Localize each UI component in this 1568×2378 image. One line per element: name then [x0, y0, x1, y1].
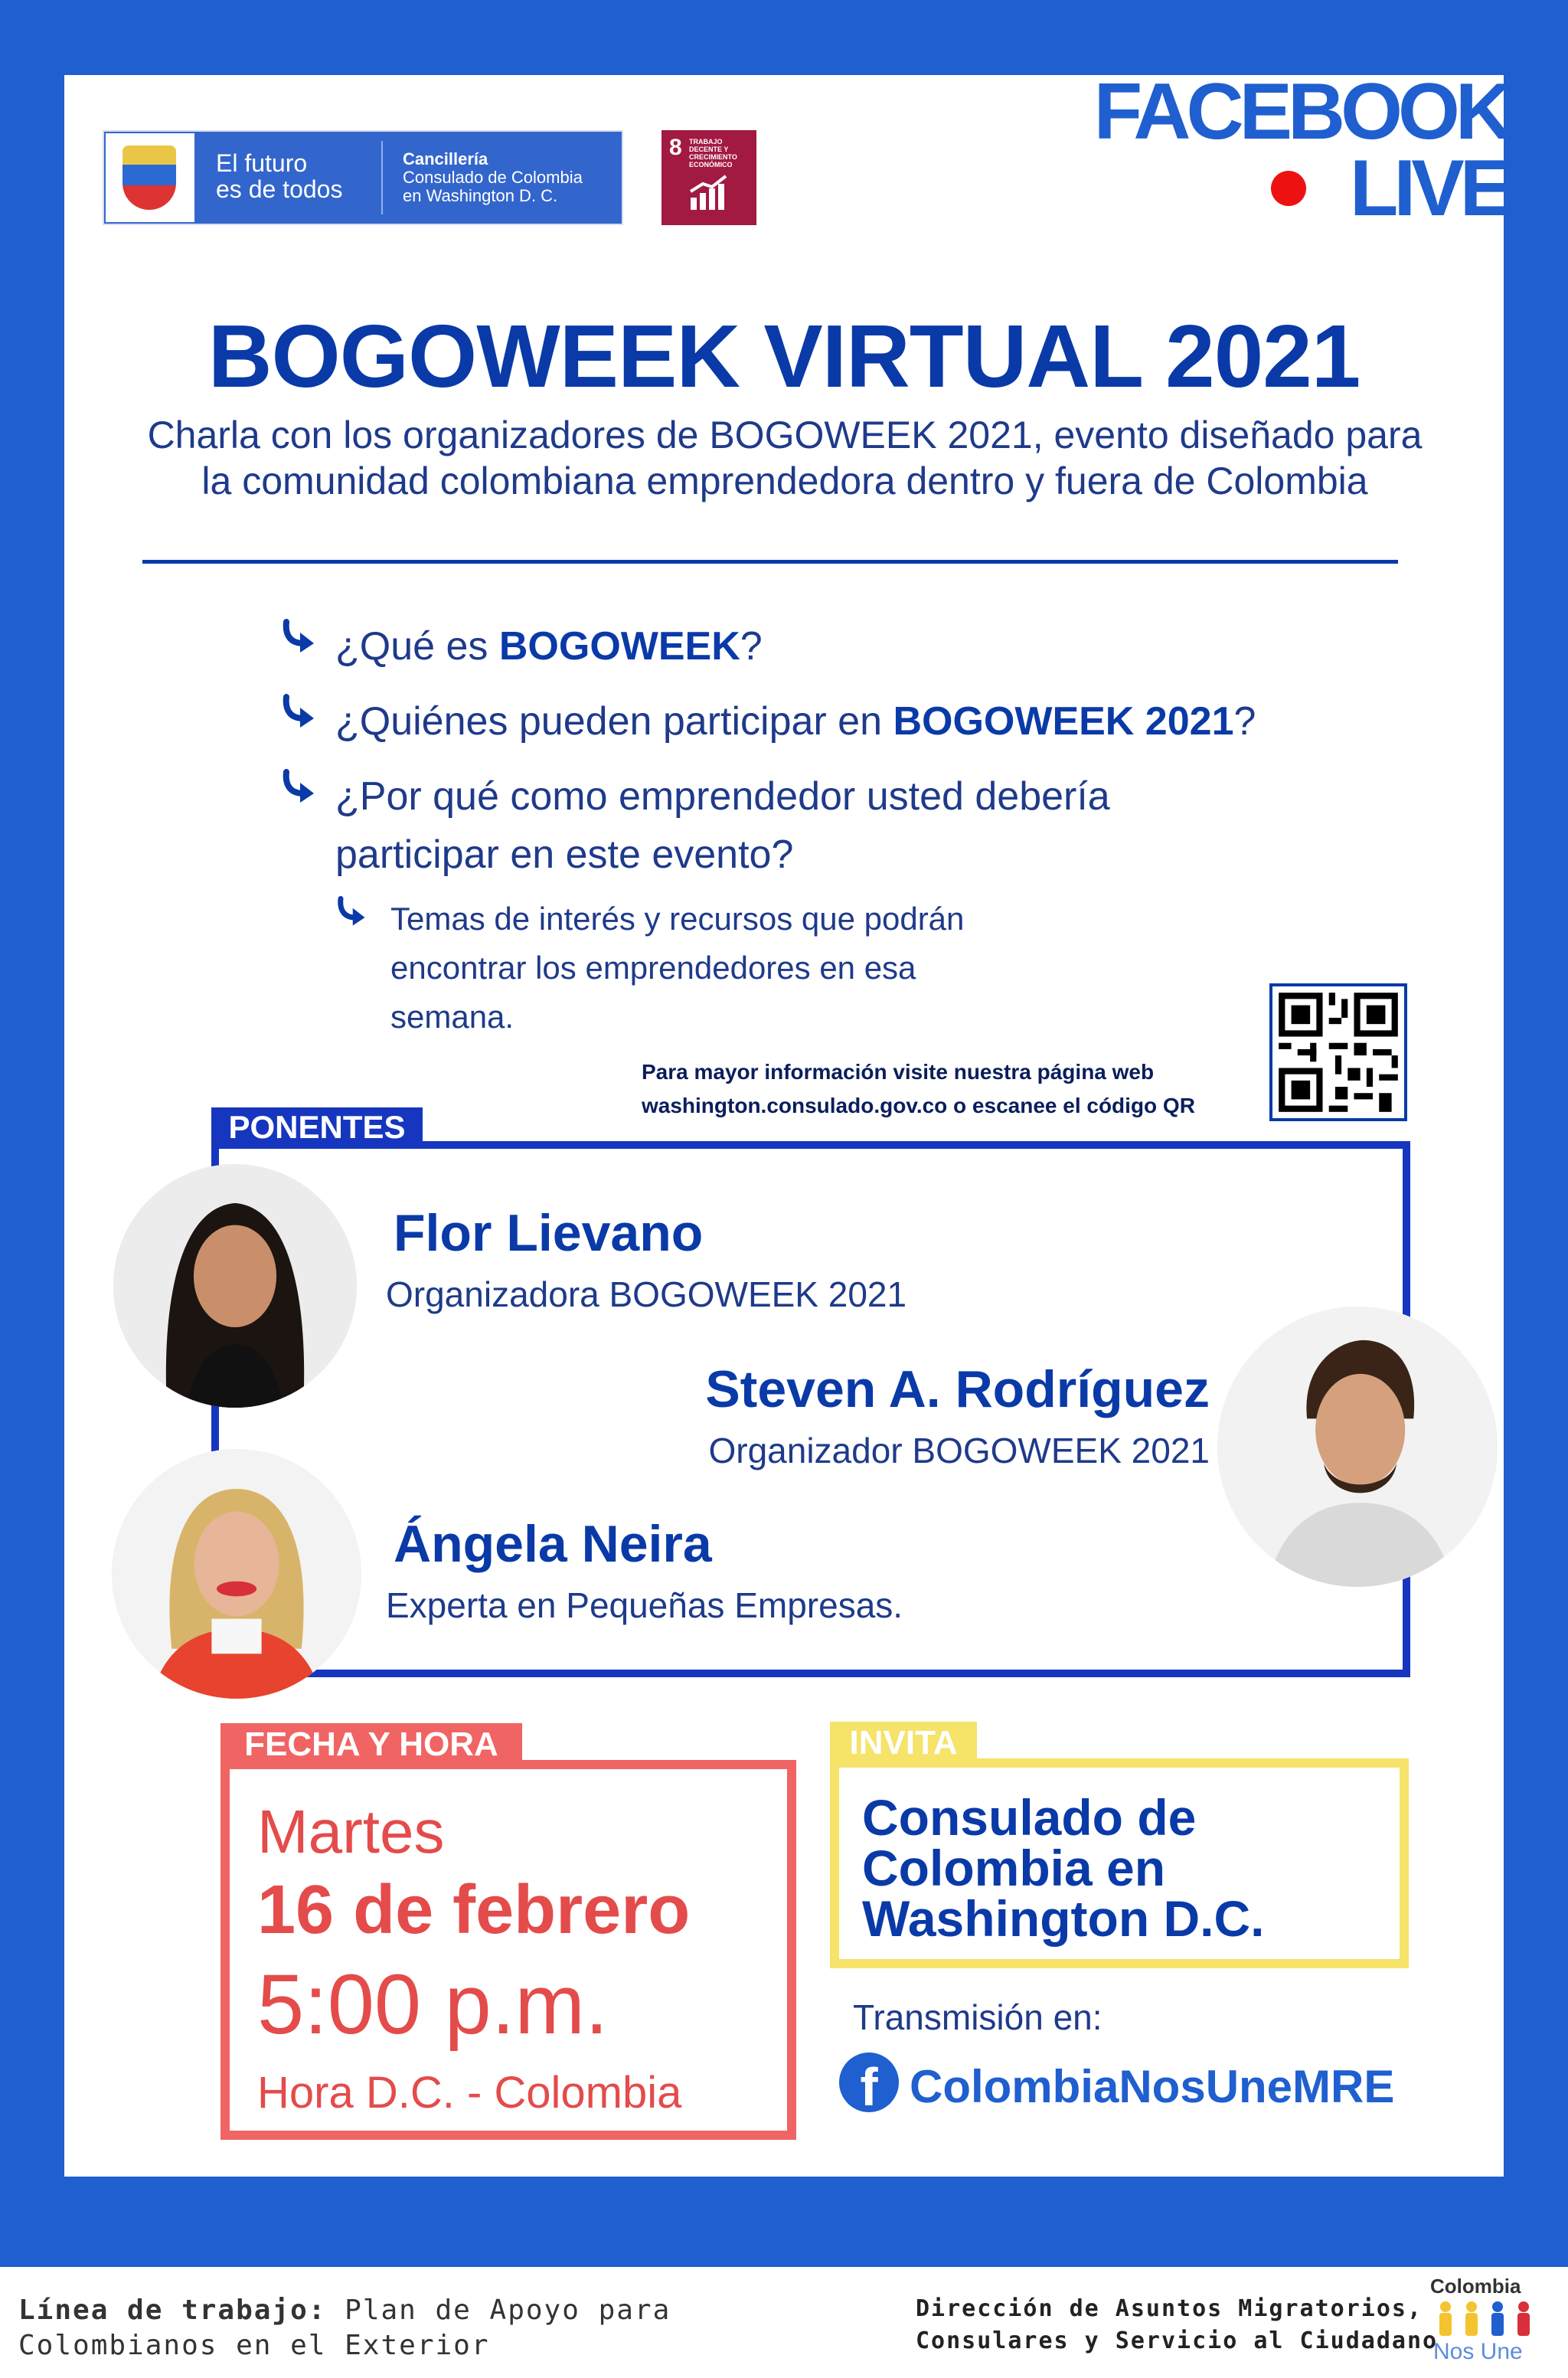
- curved-arrow-icon: [280, 694, 317, 731]
- consulate-logo-line3: en Washington D. C.: [403, 186, 558, 205]
- speaker-name: Ángela Neira: [394, 1515, 712, 1573]
- qr-code-icon: [1272, 986, 1404, 1118]
- speaker-photo-steven: [1217, 1307, 1498, 1587]
- footer-left-line2: Colombianos en el Exterior: [18, 2330, 490, 2361]
- logo-divider: [381, 141, 383, 214]
- avatar: [1217, 1307, 1498, 1587]
- host-line3: Washington D.C.: [862, 1890, 1265, 1947]
- coat-of-arms-icon: [122, 146, 176, 210]
- speaker-role: Organizador BOGOWEEK 2021: [708, 1431, 1210, 1470]
- gov-logo-line1: El futuro: [216, 149, 308, 177]
- gov-logo-text: [216, 150, 342, 202]
- footer-right-line1: Dirección de Asuntos Migratorios,: [916, 2295, 1423, 2322]
- host-line1: Consulado de: [862, 1789, 1197, 1846]
- event-time: 5:00 p.m.: [257, 1958, 609, 2052]
- curved-arrow-icon: [280, 769, 317, 806]
- consulate-logo-line2: Consulado de Colombia: [403, 168, 583, 187]
- avatar: [112, 1449, 361, 1699]
- ponentes-label: PONENTES: [211, 1107, 423, 1147]
- curved-arrow-icon: [335, 896, 368, 928]
- sub-point-line1: Temas de interés y recursos que podrán: [390, 901, 965, 937]
- live-label: LIVE: [1349, 144, 1508, 233]
- page-subtitle: Charla con los organizadores de BOGOWEEK 2021, evento diseñado para la comunidad colombiana emprendedora dentro y fuera de Colombia: [147, 414, 1423, 502]
- footer-right-text: [916, 2293, 1438, 2357]
- sdg-number: 8: [669, 135, 682, 160]
- sub-point: [390, 895, 964, 1042]
- transmission-label: Transmisión en:: [853, 1997, 1102, 2037]
- avatar: [113, 1164, 357, 1408]
- host-line2: Colombia en: [862, 1840, 1166, 1896]
- qr-code[interactable]: [1269, 983, 1407, 1121]
- question-1: ¿Qué es BOGOWEEK?: [335, 624, 763, 669]
- question-3: [335, 767, 1110, 884]
- speaker-photo-flor: [113, 1164, 357, 1408]
- nos-une-logo-top: Colombia: [1430, 2275, 1521, 2298]
- title-divider: [142, 560, 1398, 564]
- sdg-8-badge: [662, 130, 756, 225]
- event-timezone: Hora D.C. - Colombia: [257, 2068, 682, 2118]
- footer-left-rest: Plan de Apoyo para: [326, 2295, 671, 2326]
- more-info-line1: Para mayor información visite nuestra página web: [642, 1060, 1155, 1084]
- speaker-name: Steven A. Rodríguez: [705, 1360, 1210, 1418]
- sub-point-line3: semana.: [390, 999, 514, 1035]
- page-title: BOGOWEEK VIRTUAL 2021: [207, 306, 1361, 406]
- gov-logo-line2: es de todos: [216, 175, 343, 203]
- question-3-line2: participar en este evento?: [335, 832, 794, 877]
- nos-une-logo-bottom: Nos Une: [1433, 2339, 1523, 2364]
- question-3-line1: ¿Por qué como emprendedor usted debería: [335, 774, 1110, 819]
- event-date: 16 de febrero: [257, 1872, 691, 1948]
- footer-right-line2: Consulares y Servicio al Ciudadano: [916, 2327, 1439, 2354]
- host-name: [862, 1789, 1383, 1947]
- consulate-logo-text: [403, 150, 583, 205]
- speaker-role: Organizadora BOGOWEEK 2021: [386, 1274, 907, 1314]
- invita-label: INVITA: [830, 1722, 977, 1765]
- people-logo-icon: [1433, 2299, 1536, 2340]
- question-2: ¿Quiénes pueden participar en BOGOWEEK 2021?: [335, 699, 1256, 744]
- facebook-icon[interactable]: f: [839, 2053, 899, 2112]
- speaker-role: Experta en Pequeñas Empresas.: [386, 1585, 903, 1625]
- fecha-label: FECHA Y HORA: [220, 1723, 522, 1766]
- sub-point-line2: encontrar los emprendedores en esa: [390, 950, 916, 986]
- growth-chart-icon: [689, 175, 729, 211]
- facebook-live-title: FACEBOOK: [1093, 67, 1508, 156]
- sdg-text: TRABAJO DECENTE Y CRECIMIENTO ECONÓMICO: [689, 138, 737, 168]
- more-info-line2[interactable]: washington.consulado.gov.co o escanee el código QR: [642, 1094, 1195, 1117]
- speaker-photo-angela: [112, 1449, 361, 1699]
- footer-left-text: [18, 2293, 671, 2363]
- more-info-text: [642, 1055, 1269, 1123]
- event-day: Martes: [257, 1797, 445, 1866]
- footer-left-bold: Línea de trabajo:: [18, 2295, 327, 2326]
- curved-arrow-icon: [280, 619, 317, 656]
- speaker-name: Flor Lievano: [394, 1204, 704, 1262]
- facebook-handle-link[interactable]: ColombiaNosUneMRE: [910, 2061, 1395, 2112]
- consulate-logo-line1: Cancillería: [403, 149, 488, 168]
